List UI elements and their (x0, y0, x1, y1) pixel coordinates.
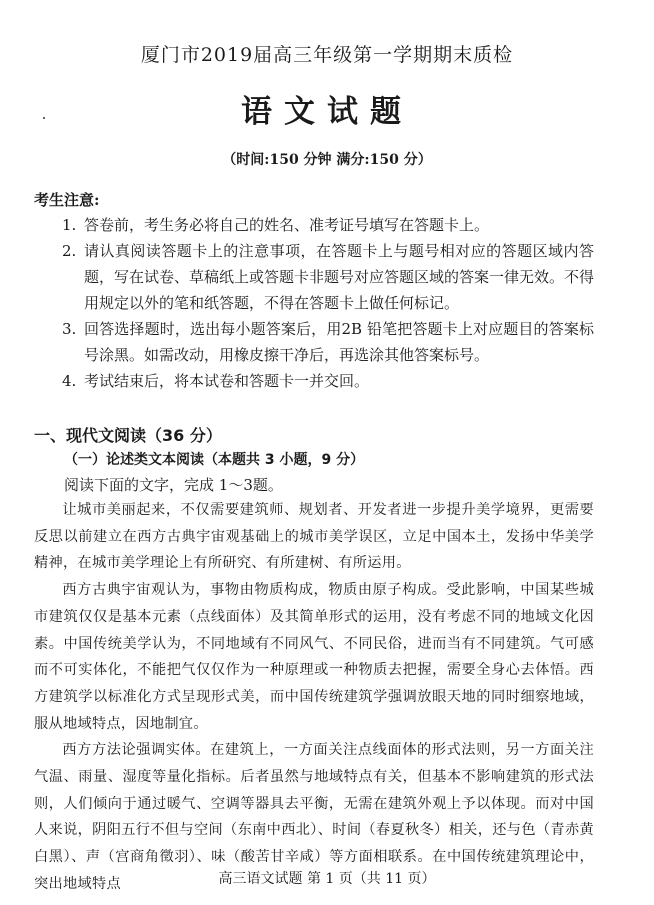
notice-item (0, 316, 594, 368)
notice-item-text: 回答选择题时，选出每小题答案后，用2B 铅笔把答题卡上对应题目的答案标号涂黑。如需改动，用橡皮擦干净后，再选涂其他答案标号。 (84, 320, 594, 364)
notice-item-text: 答卷前，考生务必将自己的姓名、准考证号填写在答题卡上。 (84, 216, 490, 234)
notice-item-number: 2. (62, 242, 77, 260)
subsection-title: （一）论述类文本阅读（本题共 3 小题，9 分） (64, 452, 365, 468)
subject-title: 语文试题 (241, 94, 413, 130)
page-footer: 高三语文试题 第 1 页（共 11 页） (218, 871, 436, 887)
passage-paragraph: 西方方法论强调实体。在建筑上，一方面关注点线面体的形式法则，另一方面关注气温、雨量、湿度等量化指标。后者虽然与地域特点有关，但基本不影响建筑的形式法则，人们倾向于通过暖气、空调等器具去平衡，无需在建筑外观上予以体现。而对中国人来说，阴阳五行不但与空间（东南中西北）、时间（春夏秋冬）相关，还与色（青赤黄白黑）、声（宫商角徵羽）、味（酸苦甘辛咸）等方面相联系。在中国传统建筑理论中，突出地域特点 (34, 742, 594, 892)
reading-instruction: 阅读下面的文字，完成 1～3题。 (64, 476, 283, 494)
notice-item (0, 212, 594, 238)
notice-heading: 考生注意: (34, 191, 100, 209)
exam-header: 厦门市2019届高三年级第一学期期末质检 (140, 44, 514, 66)
section-title: 一、现代文阅读（36 分） (34, 426, 222, 445)
passage-paragraph: 西方古典宇宙观认为，事物由物质构成，物质由原子构成。受此影响，中国某些城市建筑仅仅是基本元素（点线面体）及其简单形式的运用，没有考虑不同的地域文化因素。中国传统美学认为，不同地域有不同风气、不同民俗，进而当有不同建筑。气可感而不可实体化，不能把气仅仅作为一种原理或一种物质去把握，需要全身心去体悟。西方建筑学以标准化方式呈现形式美，而中国传统建筑学强调放眼天地的同时细察地域，服从地域特点，因地制宜。 (34, 582, 594, 732)
scan-dot (43, 117, 45, 119)
notice-item-number: 4. (62, 372, 77, 390)
notice-item-text: 考试结束后，将本试卷和答题卡一并交回。 (84, 372, 370, 390)
notice-item (0, 238, 594, 316)
notice-item-text: 请认真阅读答题卡上的注意事项，在答题卡上与题号相对应的答题区域内答题，写在试卷、草稿纸上或答题卡非题号对应答题区域的答案一律无效。不得用规定以外的笔和纸答题，不得在答题卡上做任何标记。 (84, 242, 595, 312)
passage-paragraph: 让城市美丽起来，不仅需要建筑师、规划者、开发者进一步提升美学境界，更需要反思以前建立在西方古典宇宙观基础上的城市美学误区，立足中国本土，发扬中华美学精神，在城市美学理论上有所研究、有所建树、有所运用。 (34, 502, 594, 572)
notice-item-number: 1. (62, 216, 77, 234)
notice-item-number: 3. (62, 320, 77, 338)
reading-passage (34, 497, 594, 898)
notice-item (0, 368, 594, 394)
time-info: （时间:150 分钟 满分:150 分） (222, 152, 432, 168)
